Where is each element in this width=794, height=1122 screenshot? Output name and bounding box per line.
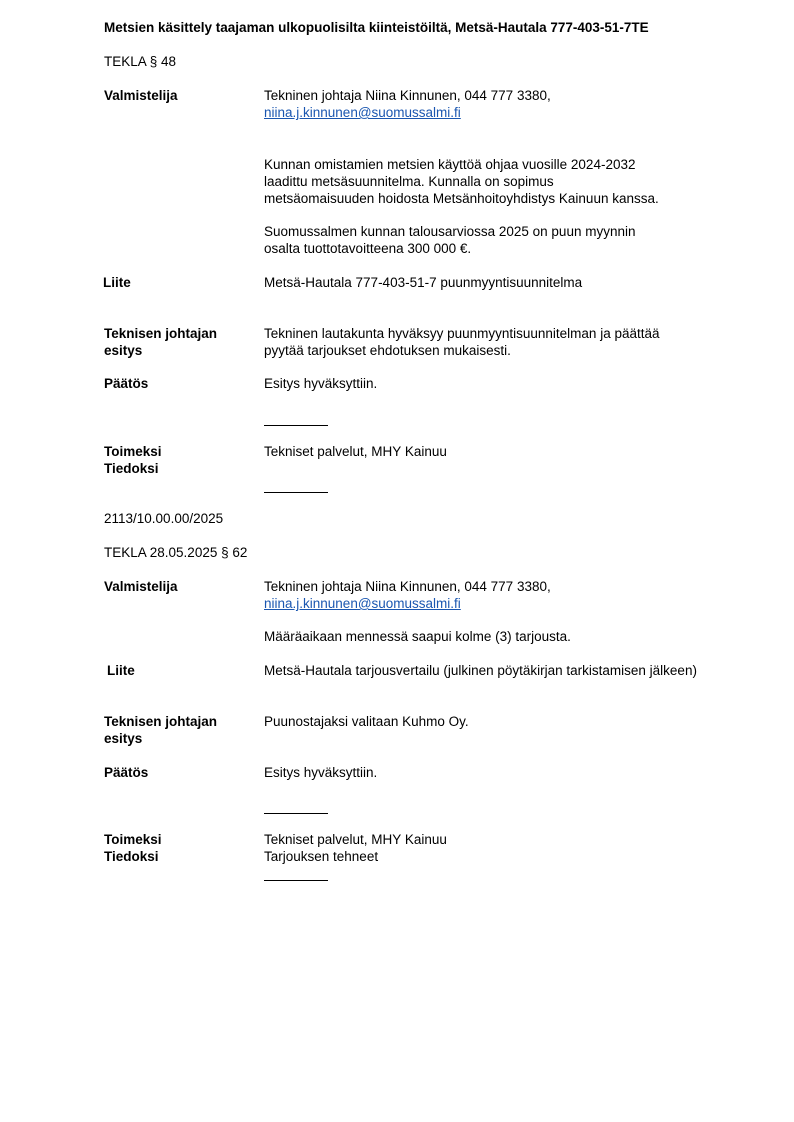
section1-paragraph2-line1: Suomussalmen kunnan talousarviossa 2025 on puun myynnin [264, 224, 636, 239]
section1-valmistelija-label: Valmistelija [104, 88, 178, 103]
section2-liite-label: Liite [107, 663, 135, 678]
section2-valmistelija-label: Valmistelija [104, 579, 178, 594]
section1-esitys-line1: Tekninen lautakunta hyväksyy puunmyyntisuunnitelman ja päättää [264, 326, 660, 341]
section1-paragraph2-line2: osalta tuottotavoitteena 300 000 €. [264, 241, 472, 256]
section2-toimeksi-value: Tekniset palvelut, MHY Kainuu [264, 832, 447, 847]
section1-toimeksi-value: Tekniset palvelut, MHY Kainuu [264, 444, 447, 459]
section2-paatos-label: Päätös [104, 765, 149, 780]
section1-valmistelija-email-link[interactable]: niina.j.kinnunen@suomussalmi.fi [264, 105, 461, 120]
section2-valmistelija-name: Tekninen johtaja Niina Kinnunen, 044 777 3380, [264, 579, 551, 594]
section2-paatos-value: Esitys hyväksyttiin. [264, 765, 378, 780]
section2-esitys-value: Puunostajaksi valitaan Kuhmo Oy. [264, 714, 469, 729]
section2-valmistelija-email-link[interactable]: niina.j.kinnunen@suomussalmi.fi [264, 596, 461, 611]
section2-toimeksi-label: Toimeksi [104, 832, 162, 847]
section1-tiedoksi-label: Tiedoksi [104, 461, 159, 476]
section1-paatos-value: Esitys hyväksyttiin. [264, 376, 378, 391]
section1-paragraph1-line3: metsäomaisuuden hoidosta Metsänhoitoyhdistys Kainuun kanssa. [264, 191, 659, 206]
section2-esitys-label-line2: esitys [104, 731, 143, 746]
section2-esitys-label-line1: Teknisen johtajan [104, 714, 218, 729]
section2-tiedoksi-label: Tiedoksi [104, 849, 159, 864]
section1-paragraph1-line2: laadittu metsäsuunnitelma. Kunnalla on sopimus [264, 174, 554, 189]
section1-esitys-line2: pyytää tarjoukset ehdotuksen mukaisesti. [264, 343, 511, 358]
section1-paragraph1-line1: Kunnan omistamien metsien käyttöä ohjaa vuosille 2024-2032 [264, 157, 636, 172]
section1-valmistelija-name: Tekninen johtaja Niina Kinnunen, 044 777 3380, [264, 88, 551, 103]
document-title: Metsien käsittely taajaman ulkopuolisilta kiinteistöiltä, Metsä-Hautala 777-403-51-7TE [104, 20, 649, 35]
section2-tiedoksi-value: Tarjouksen tehneet [264, 849, 379, 864]
section1-toimeksi-label: Toimeksi [104, 444, 162, 459]
section1-esitys-label-line2: esitys [104, 343, 143, 358]
section1-liite-label: Liite [103, 275, 131, 290]
section2-paragraph1: Määräaikaan mennessä saapui kolme (3) tarjousta. [264, 629, 571, 644]
section2-divider-1 [264, 813, 328, 814]
case-number: 2113/10.00.00/2025 [104, 511, 224, 526]
section1-divider-2 [264, 492, 328, 493]
section2-liite-value: Metsä-Hautala tarjousvertailu (julkinen pöytäkirjan tarkistamisen jälkeen) [264, 663, 697, 678]
section1-esitys-label-line1: Teknisen johtajan [104, 326, 218, 341]
section1-liite-value: Metsä-Hautala 777-403-51-7 puunmyyntisuunnitelma [264, 275, 583, 290]
section2-heading: TEKLA 28.05.2025 § 62 [104, 545, 248, 560]
section1-paatos-label: Päätös [104, 376, 149, 391]
section1-divider-1 [264, 425, 328, 426]
section2-divider-2 [264, 880, 328, 881]
section1-heading: TEKLA § 48 [104, 54, 177, 69]
